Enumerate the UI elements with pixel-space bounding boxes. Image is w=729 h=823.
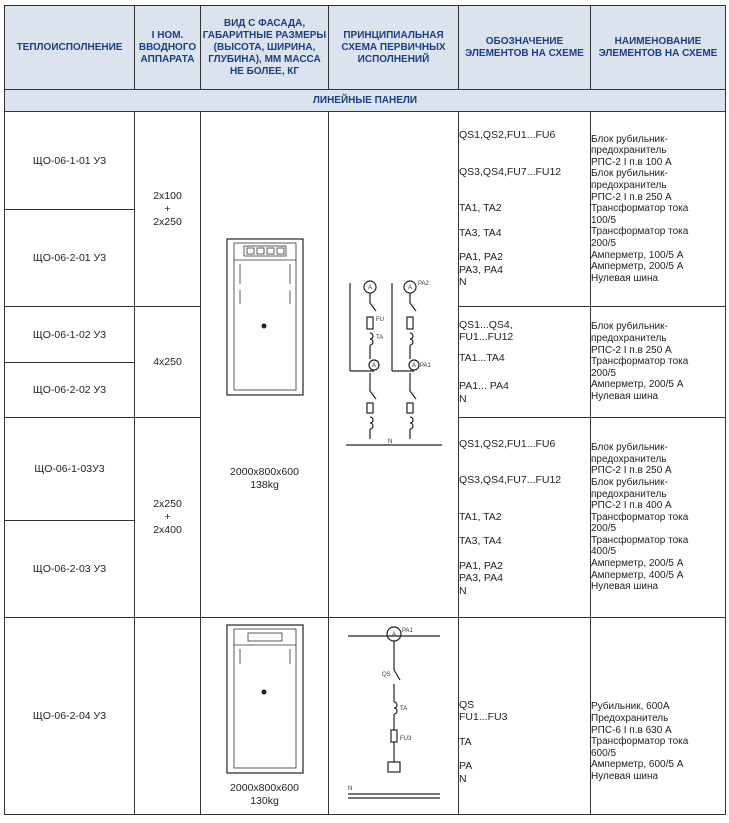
scheme-label-ta-single: TA [399, 706, 407, 712]
scheme-label-qs-single: QS [381, 672, 391, 678]
spacer [459, 548, 590, 560]
section-title: ЛИНЕЙНЫЕ ПАНЕЛИ [5, 90, 726, 112]
scheme-label-n-single: N [347, 786, 352, 792]
model-cell: ЩО-06-1-02 У3 [5, 307, 135, 363]
scheme-label-pa1: PA1 [419, 363, 431, 369]
element-name-line: 100/5 [591, 214, 617, 226]
header-type: ТЕПЛОИСПОЛНЕНИЕ [5, 6, 135, 90]
designation-line: PA1, PA2 [459, 559, 503, 572]
header-designation: ОБОЗНАЧЕНИЕ ЭЛЕМЕНТОВ НА СХЕМЕ [459, 6, 591, 90]
scheme-diagram-linear [344, 273, 444, 453]
nominal-value: 2x100 [153, 189, 182, 202]
designation-line: QS1,QS2,FU1...FU6 [459, 437, 556, 450]
designation-cell [459, 418, 591, 618]
element-name-line: РПС-2 I п.в 400 А [591, 500, 672, 512]
table-row [5, 112, 726, 210]
nominal-plus: + [164, 511, 171, 523]
svg-text:A: A [371, 363, 376, 369]
nominal-cell-empty [135, 618, 201, 815]
nominal-value: 2x250 [153, 498, 182, 510]
spec-table-wrapper [4, 5, 725, 821]
nominal-value: 4x250 [153, 355, 182, 368]
element-name-line: 600/5 [591, 747, 617, 759]
header-view: ВИД С ФАСАДА, ГАБАРИТНЫЕ РАЗМЕРЫ (ВЫСОТА, ШИРИНА, ГЛУБИНА), ММ МАССА НЕ БОЛЕЕ, КГ [201, 6, 329, 90]
spacer [459, 450, 590, 462]
element-name-line: Блок рубильник- [591, 133, 668, 145]
element-name-line: РПС-2 I п.в 250 А [591, 191, 672, 203]
spacer [459, 215, 590, 227]
element-name-line: Рубильник, 600А [591, 701, 670, 713]
cabinet-size: 2000x800x600 [230, 465, 299, 478]
designation-cell [459, 112, 591, 307]
nominal-value: 2x400 [153, 524, 182, 536]
svg-text:A: A [407, 285, 412, 291]
designation-line: FU1...FU3 [459, 711, 508, 724]
element-name-line: Амперметр, 200/5 А [591, 558, 684, 570]
designation-cell [459, 618, 591, 815]
element-name-line: Предохранитель [591, 713, 669, 725]
spacer [459, 487, 590, 499]
designation-line: N [459, 392, 467, 405]
header-scheme: ПРИНЦИПИАЛЬНАЯ СХЕМА ПЕРВИЧНЫХ ИСПОЛНЕНИЙ [329, 6, 459, 90]
designation-line: TA1, TA2 [459, 202, 502, 215]
nominal-cell [135, 307, 201, 418]
cabinet-mass: 130kg [250, 795, 279, 807]
element-name-line: Блок рубильник- [591, 168, 668, 180]
header-nominal: I НОМ. ВВОДНОГО АППАРАТА [135, 6, 201, 90]
svg-text:A: A [411, 363, 416, 369]
element-name-line: предохранитель [591, 453, 667, 465]
element-name-line: Трансформатор тока [591, 534, 689, 546]
nominal-cell [135, 112, 201, 307]
element-name-line: предохранитель [591, 180, 667, 192]
element-name-line: 200/5 [591, 237, 617, 249]
designation-line: PA3, PA4 [459, 263, 503, 276]
element-name-cell [591, 418, 726, 618]
scheme-label-ta: TA [375, 335, 383, 341]
element-name-line: Блок рубильник- [591, 476, 668, 488]
spacer [459, 724, 590, 736]
spacer [459, 142, 590, 154]
scheme-label-fu-single: FU3 [399, 736, 411, 742]
element-name-line: Амперметр, 100/5 А [591, 249, 684, 261]
spacer [459, 239, 590, 251]
spacer [459, 364, 590, 372]
cabinet-view-cell [201, 112, 329, 618]
designation-line: N [459, 276, 467, 289]
scheme-label-pa-single: PA1 [401, 628, 413, 634]
element-name-cell [591, 307, 726, 418]
model-cell: ЩО-06-2-01 У3 [5, 210, 135, 307]
element-name-cell [591, 112, 726, 307]
designation-line: TA3, TA4 [459, 226, 502, 239]
cabinet-view-cell [201, 618, 329, 815]
scheme-label-fu: FU [375, 317, 384, 323]
element-name-line: Трансформатор тока [591, 511, 689, 523]
designation-line: TA1...TA4 [459, 351, 505, 364]
designation-line: QS1,QS2,FU1...FU6 [459, 129, 556, 142]
cabinet-mass: 138kg [250, 478, 279, 491]
svg-text:A: A [391, 632, 396, 638]
designation-line: PA1... PA4 [459, 380, 509, 393]
element-name-line: Трансформатор тока [591, 226, 689, 238]
element-name-line: РПС-2 I п.в 250 А [591, 344, 672, 356]
section-row [5, 90, 726, 112]
element-name-line: РПС-2 I п.в 250 А [591, 465, 672, 477]
element-name-line: предохранитель [591, 333, 667, 345]
element-name-line: Нулевая шина [591, 581, 659, 593]
element-name-line: Нулевая шина [591, 390, 659, 402]
designation-cell [459, 307, 591, 418]
header-element-name: НАИМЕНОВАНИЕ ЭЛЕМЕНТОВ НА СХЕМЕ [591, 6, 726, 90]
designation-line: QS [459, 698, 475, 711]
element-name-line: 400/5 [591, 546, 617, 558]
nominal-value: 2x250 [153, 215, 182, 228]
svg-text:A: A [367, 285, 372, 291]
element-name-line: Трансформатор тока [591, 356, 689, 368]
element-name-line: Трансформатор тока [591, 736, 689, 748]
scheme-cell [329, 618, 459, 815]
element-name-line: предохранитель [591, 488, 667, 500]
element-name-line: Амперметр, 200/5 А [591, 379, 684, 391]
element-name-line: Трансформатор тока [591, 203, 689, 215]
element-name-line: Нулевая шина [591, 770, 659, 782]
table-row [5, 618, 726, 815]
element-name-line: Амперметр, 600/5 А [591, 759, 684, 771]
designation-line: QS3,QS4,FU7...FU12 [459, 474, 562, 487]
designation-line: QS3,QS4,FU7...FU12 [459, 165, 562, 178]
spacer [459, 748, 590, 760]
element-name-line: Блок рубильник- [591, 321, 668, 333]
model-cell: ЩО-06-2-02 У3 [5, 363, 135, 418]
designation-line: N [459, 772, 467, 785]
designation-line: TA [459, 735, 472, 748]
spacer [459, 344, 590, 352]
designation-line: TA1, TA2 [459, 510, 502, 523]
spacer [459, 154, 590, 166]
spacer [459, 523, 590, 535]
element-name-line: Нулевая шина [591, 272, 659, 284]
element-name-line: предохранитель [591, 145, 667, 157]
designation-line: QS1...QS4, [459, 318, 513, 331]
spacer [459, 178, 590, 190]
spacer [459, 462, 590, 474]
nominal-cell [135, 418, 201, 618]
scheme-label-pa2: PA2 [417, 281, 429, 287]
model-cell: ЩО-06-2-04 У3 [5, 618, 135, 815]
cabinet-size: 2000x800x600 [230, 782, 299, 794]
cabinet-front-drawing [226, 238, 304, 396]
designation-line: PA1, PA2 [459, 251, 503, 264]
element-name-line: 200/5 [591, 523, 617, 535]
model-cell: ЩО-06-2-03 У3 [5, 521, 135, 618]
header-row [5, 6, 726, 90]
designation-line: N [459, 584, 467, 597]
spacer [459, 372, 590, 380]
scheme-diagram-input [344, 622, 444, 807]
element-name-cell [591, 618, 726, 815]
element-name-line: Амперметр, 400/5 А [591, 569, 684, 581]
designation-line: FU1...FU12 [459, 331, 514, 344]
scheme-cell [329, 112, 459, 618]
cabinet-front-drawing [226, 624, 304, 774]
model-cell: ЩО-06-1-03У3 [5, 418, 135, 521]
designation-line: TA3, TA4 [459, 535, 502, 548]
element-name-line: РПС-2 I п.в 100 А [591, 156, 672, 168]
spacer [459, 499, 590, 511]
scheme-label-n: N [387, 439, 392, 445]
element-name-line: РПС-6 I п.в 630 А [591, 724, 672, 736]
spacer [459, 190, 590, 202]
model-cell: ЩО-06-1-01 У3 [5, 112, 135, 210]
designation-line: PA3, PA4 [459, 572, 503, 585]
spec-table [4, 5, 726, 815]
element-name-line: 200/5 [591, 367, 617, 379]
designation-line: PA [459, 760, 473, 773]
nominal-plus: + [164, 202, 171, 215]
element-name-line: Амперметр, 200/5 А [591, 261, 684, 273]
element-name-line: Блок рубильник- [591, 442, 668, 454]
